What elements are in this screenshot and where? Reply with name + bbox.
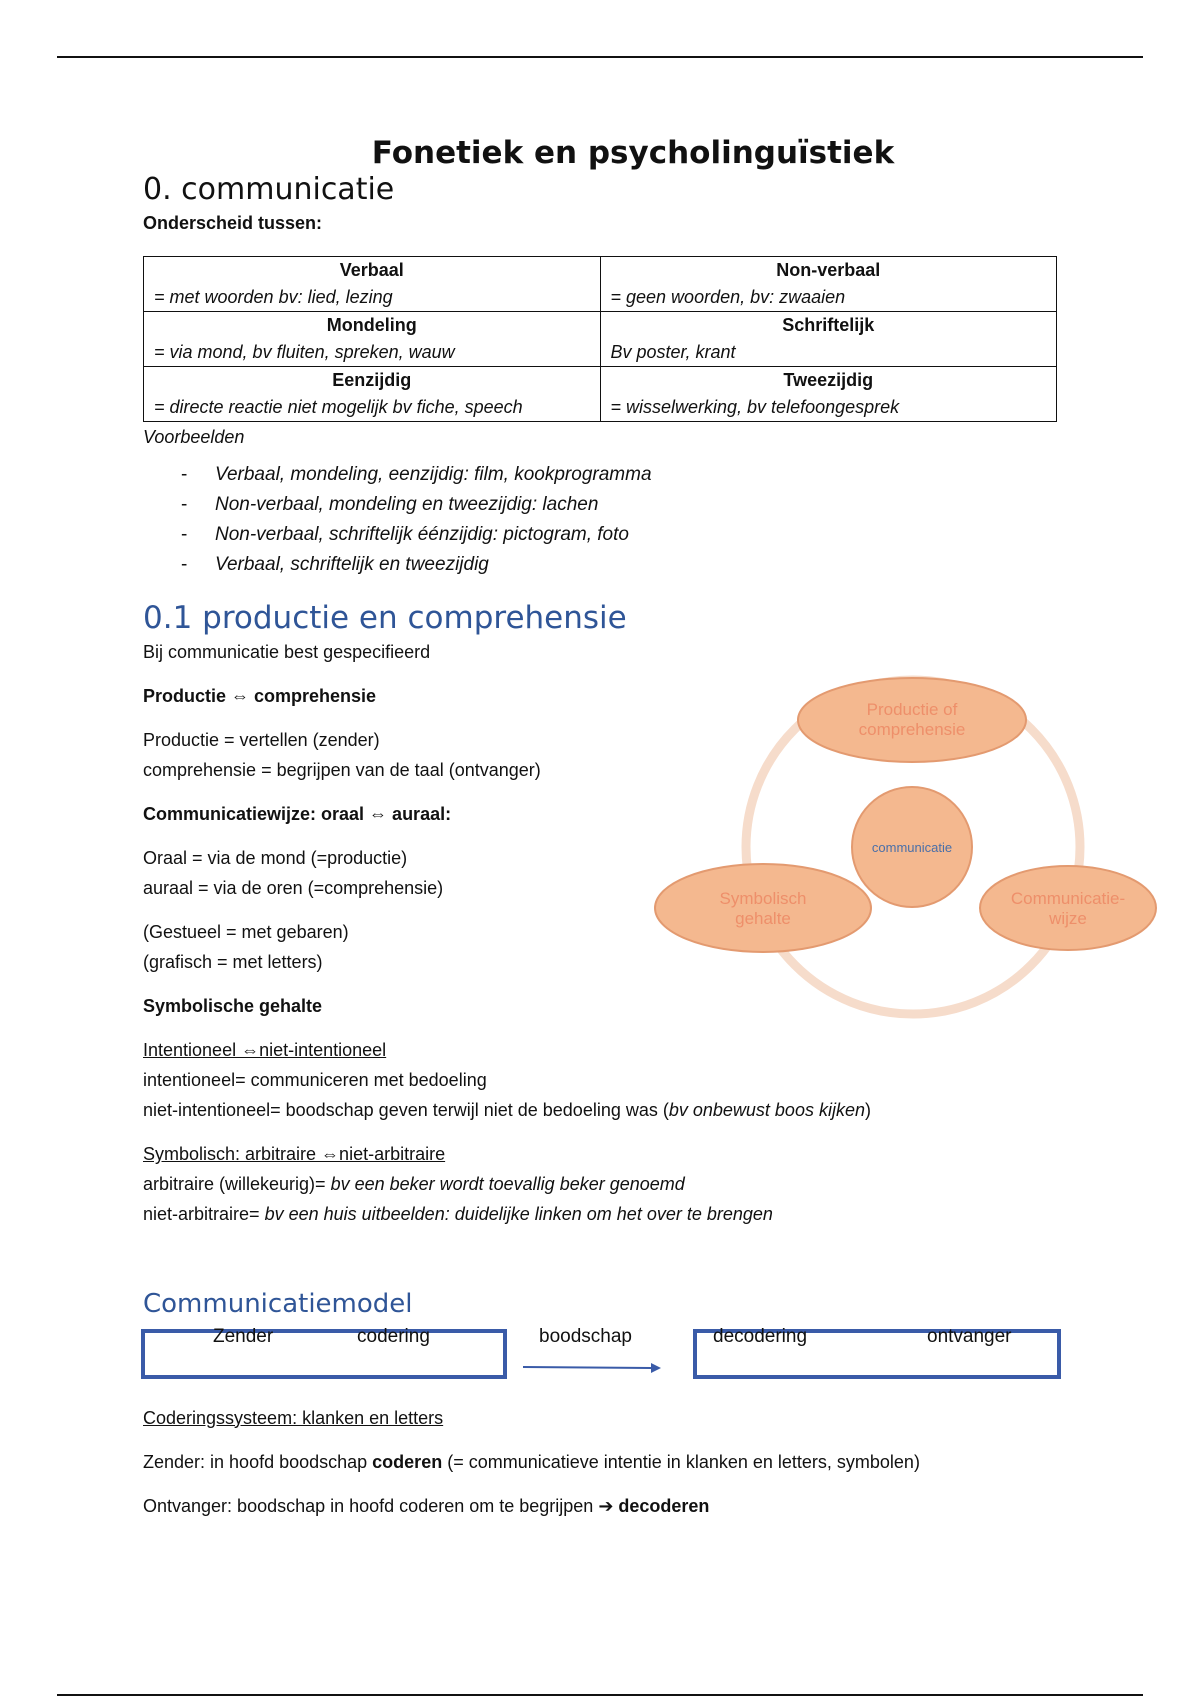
table-row (144, 367, 1057, 422)
arbitraire-label: arbitraire (willekeurig)= (143, 1174, 331, 1195)
zender-coderen-text (143, 1447, 1063, 1477)
zender-label: Zender (213, 1325, 274, 1347)
communicatiewijze-node (980, 866, 1156, 950)
symbolische-gehalte-heading: Symbolische gehalte (143, 996, 323, 1017)
auraal-def: auraal = via de oren (=comprehensie) (143, 878, 444, 899)
examples-list (143, 460, 1063, 580)
left-node-line2: gehalte (735, 909, 791, 928)
arbitraire-example: bv een beker wordt toevallig beker genoemd (330, 1174, 685, 1195)
cell-head: Schriftelijk (782, 315, 875, 336)
ontvanger-text-a: Ontvanger: boodschap in hoofd coderen om te begrijpen (143, 1495, 599, 1516)
zender-text-c: (= communicatieve intentie in klanken en letters, symbolen) (442, 1451, 920, 1472)
cell-head: Mondeling (326, 315, 417, 336)
top-node-line1: Productie of (866, 700, 958, 719)
arbitraire-def (143, 1169, 1063, 1199)
niet-arbitraire-example: bv een huis uitbeelden: duidelijke linken om het over te brengen (264, 1204, 773, 1225)
list-item: - Non-verbaal, schriftelijk éénzijdig: pictogram, foto (143, 520, 1063, 550)
niet-intentioneel-text: niet-intentioneel= boodschap geven terwijl niet de bedoeling was ( (143, 1100, 669, 1121)
cell-desc: = wisselwerking, bv telefoongesprek (610, 397, 900, 418)
onderscheid-label: Onderscheid tussen: (143, 213, 323, 234)
gestueel-def: (Gestueel = met gebaren) (143, 922, 349, 943)
productie-heading: Productie ⇔ comprehensie (143, 686, 377, 707)
niet-intentioneel-example: bv onbewust boos kijken (668, 1100, 865, 1121)
communicatiemodel-heading: Communicatiemodel (143, 1289, 413, 1320)
examples-label: Voorbeelden (143, 427, 245, 448)
list-item: - Verbaal, mondeling, eenzijdig: film, kookprogramma (143, 460, 1063, 490)
center-node-label: communicatie (871, 840, 953, 855)
cell-head: Eenzijdig (332, 370, 412, 391)
zender-text-a: Zender: in hoofd boodschap (143, 1451, 373, 1472)
zender-box (141, 1329, 507, 1379)
cell-head: Tweezijdig (783, 370, 874, 391)
table-cell (144, 367, 601, 422)
table-cell (600, 367, 1057, 422)
intro-text: Bij communicatie best gespecifieerd (143, 642, 431, 663)
ontvanger-label: ontvanger (927, 1325, 1012, 1347)
ontvanger-decoderen-text (143, 1491, 1063, 1521)
cell-desc: = met woorden bv: lied, lezing (154, 287, 393, 308)
cell-desc: = geen woorden, bv: zwaaien (610, 287, 846, 308)
ontvanger-text-b: ➔ decoderen (598, 1495, 710, 1516)
header-rule (57, 56, 1143, 58)
table-cell (600, 257, 1057, 312)
niet-intentioneel-def (143, 1095, 1063, 1125)
niet-arbitraire-def (143, 1199, 1063, 1229)
right-node-line2: wijze (1049, 909, 1087, 928)
section-heading-productie: 0.1 productie en comprehensie (143, 600, 627, 637)
communicatie-cycle-diagram (650, 660, 1160, 1030)
oraal-def: Oraal = via de mond (=productie) (143, 848, 408, 869)
cell-desc: Bv poster, krant (610, 342, 736, 363)
arbitraire-heading: Symbolisch: arbitraire ⇔niet-arbitraire (143, 1144, 446, 1165)
list-item: - Non-verbaal, mondeling en tweezijdig: lachen (143, 490, 1063, 520)
footer-rule (57, 1694, 1143, 1696)
document-title: Fonetiek en psycholinguïstiek (371, 135, 895, 171)
grafisch-def: (grafisch = met letters) (143, 952, 323, 973)
table-row (144, 312, 1057, 367)
table-cell (600, 312, 1057, 367)
section-heading-communicatie: 0. communicatie (143, 172, 395, 208)
right-node-line1: Communicatie- (1010, 889, 1126, 908)
list-item: - Verbaal, schriftelijk en tweezijdig (143, 550, 1063, 580)
boodschap-label: boodschap (539, 1325, 632, 1347)
symbolisch-gehalte-node (655, 864, 871, 952)
communicatiewijze-heading: Communicatiewijze: oraal ⇔ auraal: (143, 804, 452, 825)
zender-text-b: coderen (372, 1451, 443, 1472)
cell-head: Verbaal (339, 260, 404, 281)
communicatiemodel-diagram (143, 1325, 1073, 1397)
table-cell (144, 312, 601, 367)
niet-intentioneel-close: ) (864, 1100, 871, 1121)
top-node-line2: comprehensie (858, 720, 966, 739)
comparison-table (143, 256, 1057, 422)
intentioneel-heading: Intentioneel ⇔niet-intentioneel (143, 1040, 387, 1061)
coderingssysteem-text: Coderingssysteem: klanken en letters (143, 1407, 444, 1428)
table-cell (144, 257, 601, 312)
cell-desc: = via mond, bv fluiten, spreken, wauw (154, 342, 455, 363)
cell-desc: = directe reactie niet mogelijk bv fiche, speech (154, 397, 523, 418)
comprehensie-def: comprehensie = begrijpen van de taal (ontvanger) (143, 760, 541, 781)
arrow-right-icon (521, 1355, 666, 1379)
intentioneel-def: intentioneel= communiceren met bedoeling (143, 1070, 487, 1091)
decodering-label: decodering (713, 1325, 808, 1347)
niet-arbitraire-label: niet-arbitraire= (143, 1204, 265, 1225)
cell-head: Non-verbaal (776, 260, 881, 281)
left-node-line1: Symbolisch (719, 889, 807, 908)
table-row (144, 257, 1057, 312)
productie-def: Productie = vertellen (zender) (143, 730, 380, 751)
codering-label: codering (357, 1325, 430, 1347)
